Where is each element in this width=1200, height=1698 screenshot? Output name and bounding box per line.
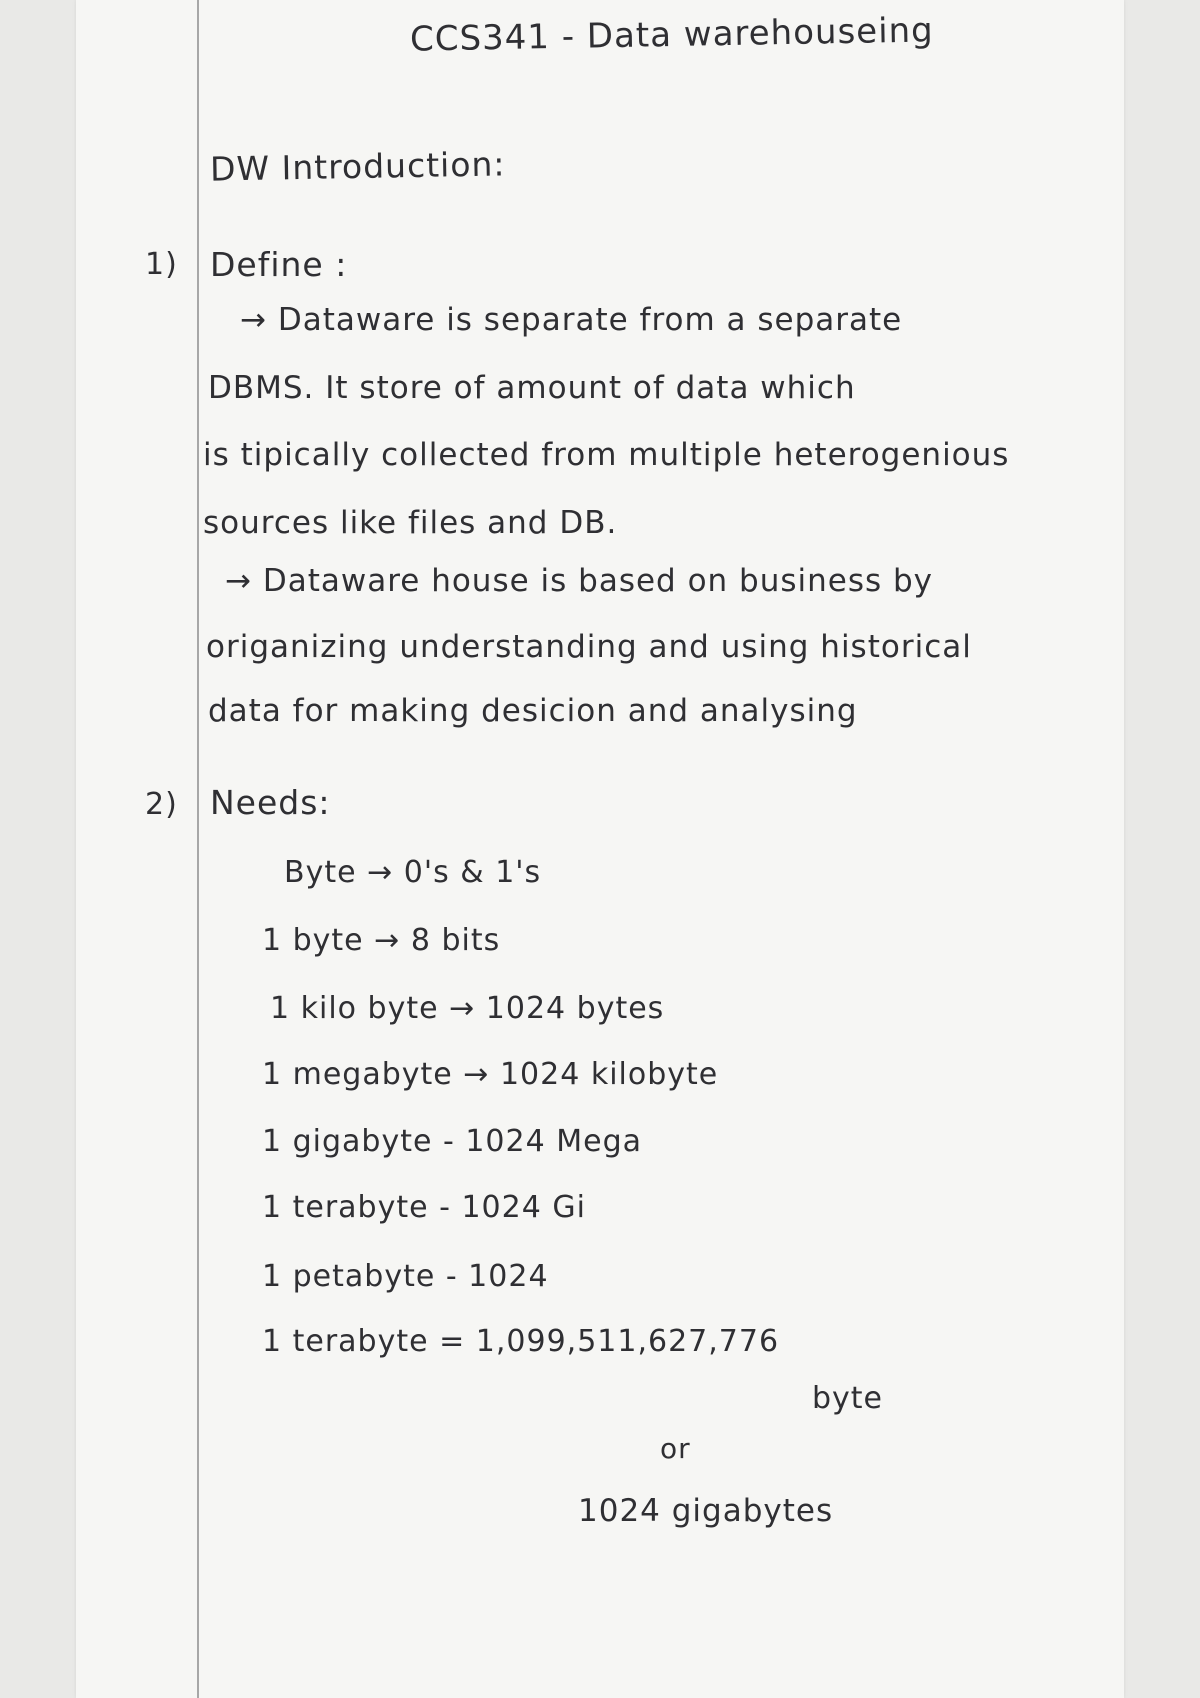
unit-line: 1 byte → 8 bits <box>262 923 501 958</box>
define-line-6: origanizing understanding and using historical <box>206 629 972 665</box>
unit-line: 1 gigabyte - 1024 Mega <box>262 1124 642 1159</box>
unit-line: 1 petabyte - 1024 <box>262 1259 549 1294</box>
define-line-5: → Dataware house is based on business by <box>225 563 934 599</box>
margin-line <box>197 0 199 1698</box>
unit-line: Byte → 0's & 1's <box>284 855 542 890</box>
unit-line: 1 terabyte - 1024 Gi <box>262 1190 586 1225</box>
define-line-4: sources like files and DB. <box>203 505 618 541</box>
define-line-1: → Dataware is separate from a separate <box>240 302 903 338</box>
bytes-unit: byte <box>812 1381 884 1416</box>
section-title-define: Define : <box>210 245 348 284</box>
section-heading: DW Introduction: <box>209 144 506 189</box>
section-number-2: 2) <box>145 787 178 822</box>
or-text: or <box>660 1432 691 1465</box>
section-number-1: 1) <box>145 247 178 282</box>
define-line-3: is tipically collected from multiple heterogenious <box>203 437 1010 473</box>
section-title-needs: Needs: <box>210 783 331 822</box>
page-title: CCS341 - Data warehouseing <box>409 10 935 60</box>
unit-line: 1 kilo byte → 1024 bytes <box>270 991 665 1026</box>
unit-line: 1 megabyte → 1024 kilobyte <box>262 1057 719 1092</box>
define-line-7: data for making desicion and analysing <box>208 693 858 729</box>
gigabytes-equivalent: 1024 gigabytes <box>578 1493 834 1529</box>
define-line-2: DBMS. It store of amount of data which <box>208 370 856 406</box>
unit-line: 1 terabyte = 1,099,511,627,776 <box>262 1324 780 1359</box>
